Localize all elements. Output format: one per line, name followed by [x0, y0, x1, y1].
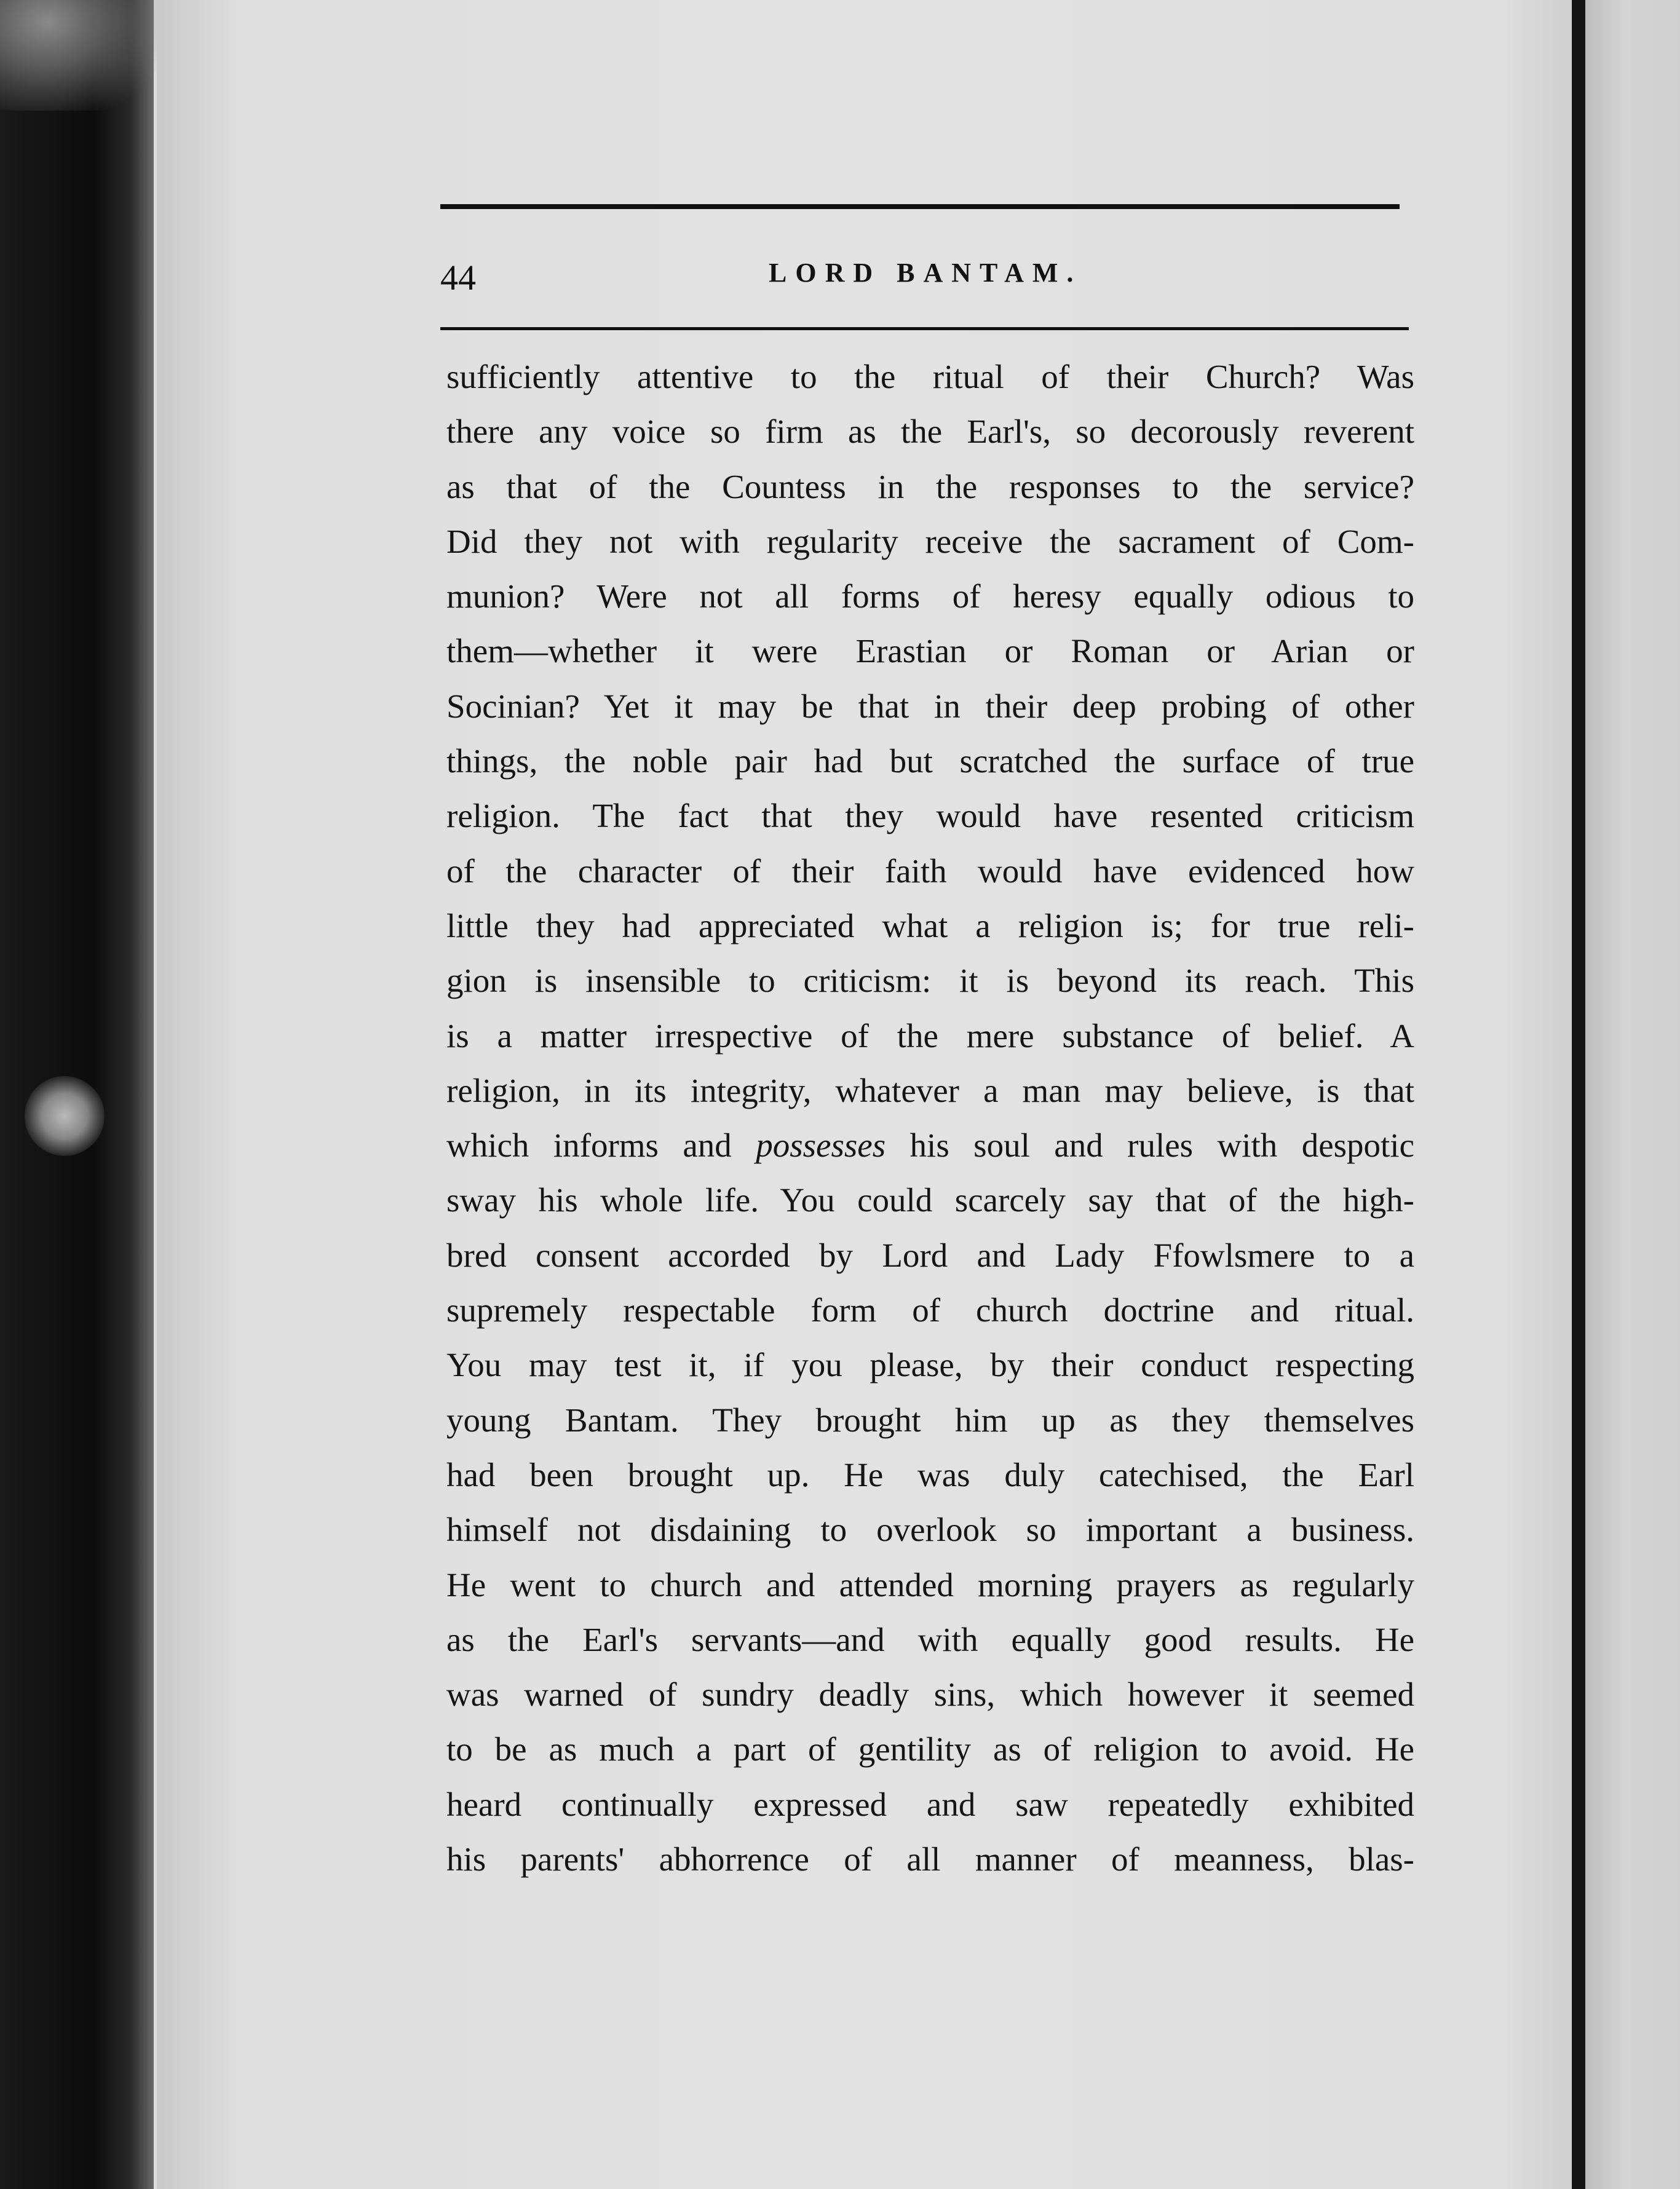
- text-line: had been brought up. He was duly catechised, the Earl: [446, 1455, 1414, 1494]
- binding-blemish: [25, 1076, 105, 1156]
- running-title: LORD BANTAM.: [769, 258, 1082, 288]
- body-text: [446, 349, 1414, 1886]
- italic-word: possesses: [756, 1126, 886, 1165]
- text-line-with-italic: [446, 1118, 1414, 1173]
- text-line: himself not disdaining to overlook so important a business.: [446, 1511, 1414, 1549]
- text-line: sway his whole life. You could scarcely say that of the high-: [446, 1181, 1414, 1219]
- text-line: He went to church and attended morning prayers as regularly: [446, 1566, 1414, 1604]
- text-line: Did they not with regularity receive the sacrament of Com-: [446, 522, 1414, 560]
- text-line: religion, in its integrity, whatever a man may believe, is that: [446, 1071, 1414, 1109]
- text-line: supremely respectable form of church doctrine and ritual.: [446, 1291, 1414, 1329]
- text-line: was warned of sundry deadly sins, which however it seemed: [446, 1676, 1414, 1714]
- right-margin: [1585, 0, 1680, 2189]
- text-line: heard continually expressed and saw repeatedly exhibited: [446, 1785, 1414, 1823]
- page-number: 44: [440, 258, 476, 298]
- header-rule-top: [440, 204, 1400, 209]
- text-segment: his soul and rules with despotic: [886, 1126, 1415, 1165]
- text-line: gion is insensible to criticism: it is beyond its reach. This: [446, 962, 1414, 1000]
- text-line: as the Earl's servants—and with equally good results. He: [446, 1620, 1414, 1658]
- text-line: religion. The fact that they would have resented criticism: [446, 797, 1414, 835]
- text-line: Socinian? Yet it may be that in their deep probing of other: [446, 687, 1414, 725]
- text-segment: which informs and: [446, 1126, 756, 1165]
- text-line: bred consent accorded by Lord and Lady Ffowlsmere to a: [446, 1236, 1414, 1274]
- text-line: little they had appreciated what a religion is; for true reli-: [446, 906, 1414, 944]
- text-line: munion? Were not all forms of heresy equally odious to: [446, 577, 1414, 616]
- text-line: young Bantam. They brought him up as they themselves: [446, 1401, 1414, 1439]
- text-line: You may test it, if you please, by their conduct respecting: [446, 1346, 1414, 1384]
- text-line: as that of the Countess in the responses to the service?: [446, 467, 1414, 505]
- text-line: his parents' abhorrence of all manner of meanness, blas-: [446, 1840, 1414, 1878]
- text-line: things, the noble pair had but scratched the surface of true: [446, 742, 1414, 780]
- text-line: them—whether it were Erastian or Roman or Arian or: [446, 632, 1414, 670]
- text-line: of the character of their faith would have evidenced how: [446, 852, 1414, 890]
- text-line: is a matter irrespective of the mere substance of belief. A: [446, 1016, 1414, 1055]
- text-line: there any voice so firm as the Earl's, so decorously reverent: [446, 413, 1414, 451]
- text-line: to be as much a part of gentility as of religion to avoid. He: [446, 1730, 1414, 1768]
- header-rule-bottom: [440, 327, 1409, 330]
- text-line: sufficiently attentive to the ritual of their Church? Was: [446, 358, 1414, 395]
- right-border-line: [1572, 0, 1585, 2189]
- binding-fray: [0, 0, 160, 111]
